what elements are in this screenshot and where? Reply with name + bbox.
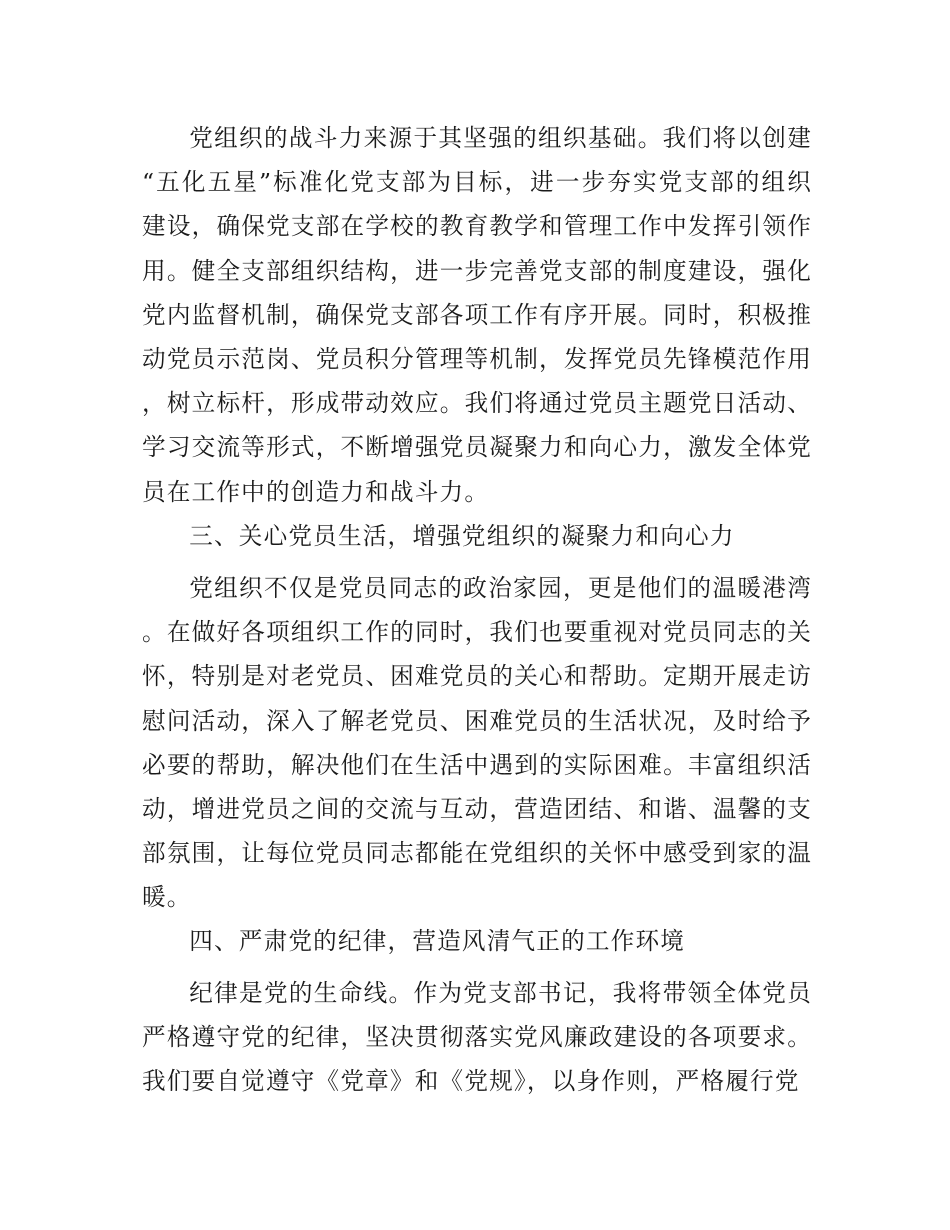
section-heading-3: 三、关心党员生活，增强党组织的凝聚力和向心力 <box>189 522 735 550</box>
paragraph-party-discipline: 纪律是党的生命线。作为党支部书记，我将带领全体党员严格遵守党的纪律，坚决贯彻落实党风廉政建设的各项要求。我们要自觉遵守《党章》和《党规》，以身作则，严格履行党 <box>142 979 812 1096</box>
paragraph-care-for-members: 党组织不仅是党员同志的政治家园，更是他们的温暖港湾。在做好各项组织工作的同时，我们也要重视对党员同志的关怀，特别是对老党员、困难党员的关心和帮助。定期开展走访慰问活动，深入了解老党员、困难党员的生活状况，及时给予必要的帮助，解决他们在生活中遇到的实际困难。丰富组织活动，增进党员之间的交流与互动，营造团结、和谐、温馨的支部氛围，让每位党员同志都能在党组织的关怀中感受到家的温暖。 <box>142 574 812 912</box>
section-heading-4: 四、严肃党的纪律，营造风清气正的工作环境 <box>189 927 686 955</box>
paragraph-organization-building: 党组织的战斗力来源于其坚强的组织基础。我们将以创建“五化五星”标准化党支部为目标，进一步夯实党支部的组织建设，确保党支部在学校的教育教学和管理工作中发挥引领作用。健全支部组织结构，进一步完善党支部的制度建设，强化党内监督机制，确保党支部各项工作有序开展。同时，积极推动党员示范岗、党员积分管理等机制，发挥党员先锋模范作用，树立标杆，形成带动效应。我们将通过党员主题党日活动、学习交流等形式，不断增强党员凝聚力和向心力，激发全体党员在工作中的创造力和战斗力。 <box>142 124 812 506</box>
